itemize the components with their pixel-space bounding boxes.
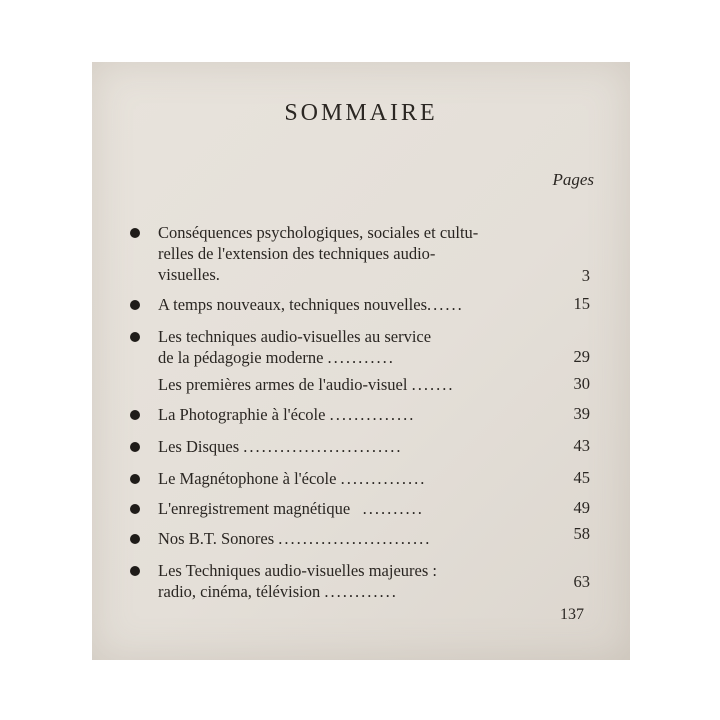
toc-page-number: 43: [573, 436, 590, 455]
toc-entry-line: Les techniques audio-visuelles au service: [158, 327, 432, 346]
toc-entry-text: [158, 222, 546, 285]
bullet-icon: [130, 504, 140, 514]
leader-dots: ............: [324, 582, 398, 601]
toc-entry-line: Les Techniques audio-visuelles majeures :: [158, 561, 437, 580]
book-page: [92, 62, 630, 660]
bullet-icon: [130, 410, 140, 420]
toc-page-number: 30: [573, 374, 590, 393]
toc-page-number: 58: [573, 524, 590, 543]
leader-dots: ..........: [362, 499, 424, 518]
leader-dots: ..............: [340, 469, 427, 488]
toc-entry-line: de la pédagogie moderne: [158, 348, 324, 367]
toc-page-number: 39: [573, 404, 590, 423]
toc-entry-text: [158, 294, 546, 315]
toc-entry-text: [158, 468, 546, 489]
toc-entry-line: visuelles.: [158, 265, 220, 284]
bullet-icon: [130, 332, 140, 342]
toc-page-number: 3: [581, 266, 590, 285]
bullet-icon: [130, 442, 140, 452]
leader-dots: ...........: [327, 348, 395, 367]
toc-entry-text: [158, 374, 546, 395]
toc-entry-text: [158, 404, 546, 425]
pages-column-label: Pages: [552, 170, 594, 189]
toc-entry-line: radio, cinéma, télévision: [158, 582, 321, 601]
toc-entry-line: Les Disques: [158, 437, 240, 456]
toc-entry-line: L'enregistrement magnétique: [158, 499, 351, 518]
toc-entry-line: relles de l'extension des techniques audio-: [158, 244, 436, 263]
bullet-icon: [130, 300, 140, 310]
toc-page-number: 49: [573, 498, 590, 517]
toc-entry-line: Nos B.T. Sonores: [158, 529, 275, 548]
toc-page-number: 63: [573, 572, 590, 591]
toc-entry-line: La Photographie à l'école: [158, 405, 326, 424]
toc-entry-line: Le Magnétophone à l'école: [158, 469, 337, 488]
toc-entry-text: [158, 326, 546, 368]
toc-entry-line: Conséquences psychologiques, sociales et cultu-: [158, 223, 479, 242]
toc-entry-line: Les premières armes de l'audio-visuel: [158, 375, 408, 394]
toc-entry-text: [158, 498, 546, 519]
leader-dots: ..........................: [243, 437, 403, 456]
toc-page-number: 15: [573, 294, 590, 313]
leader-dots: ..............: [329, 405, 416, 424]
toc-page-number: 29: [573, 347, 590, 366]
toc-entry-text: [158, 560, 546, 602]
page-number: 137: [560, 606, 584, 623]
toc-entry-line: A temps nouveaux, techniques nouvelles: [158, 295, 427, 314]
page-title: SOMMAIRE: [284, 100, 438, 126]
bullet-icon: [130, 474, 140, 484]
bullet-icon: [130, 534, 140, 544]
bullet-icon: [130, 228, 140, 238]
bullet-icon: [130, 566, 140, 576]
toc-entry-text: [158, 528, 546, 549]
leader-dots: .........................: [278, 529, 432, 548]
leader-dots: ......: [427, 295, 464, 314]
leader-dots: .......: [411, 375, 455, 394]
toc-page-number: 45: [573, 468, 590, 487]
toc-entry-text: [158, 436, 546, 457]
